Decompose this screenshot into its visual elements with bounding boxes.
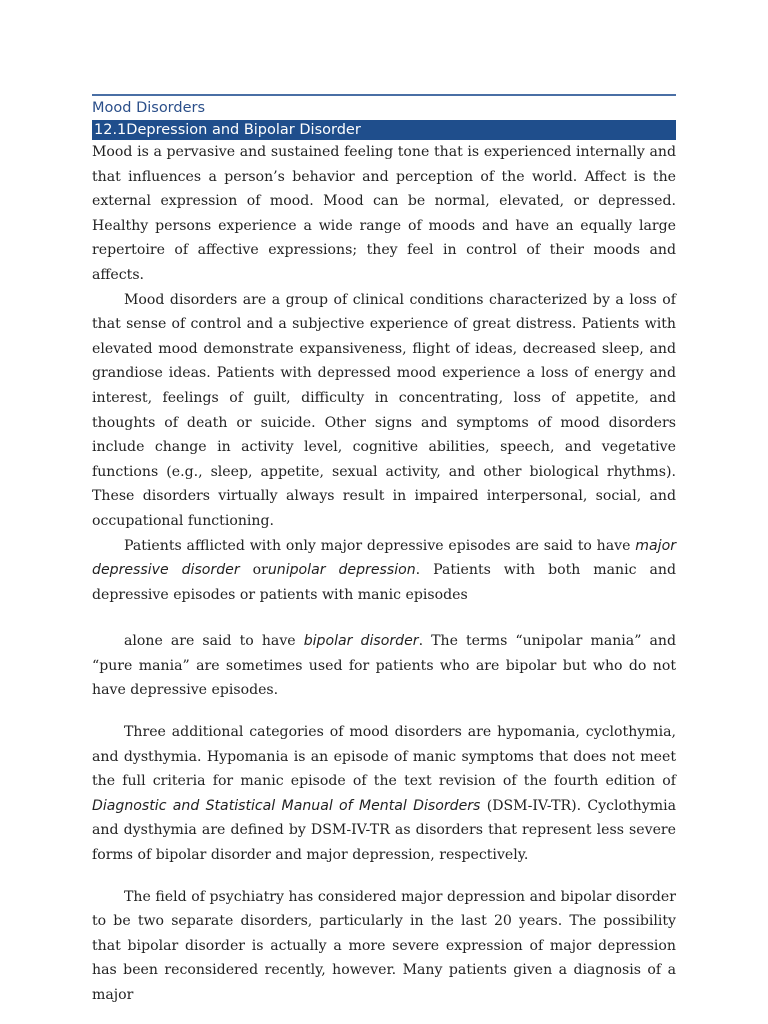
paragraph-3-text-a: Patients afflicted with only major depressive episodes are said to have bbox=[124, 537, 636, 554]
paragraph-1: Mood is a pervasive and sustained feeling tone that is experienced internally and that influences a person’s behavior and perception of the world. Affect is the external expression of mood. Mood can be normal, elevated, or depressed. Healthy persons experience a wide range of moods and have an equally large repertoire of affective expressions; they feel in control of their moods and affects. bbox=[92, 144, 676, 283]
paragraph-6: The field of psychiatry has considered major depression and bipolar disorder to be two separate disorders, particularly in the last 20 years. The possibility that bipolar disorder is actually a more severe expression of major depression has been reconsidered recently, however. Many patients given a diagnosis of a major bbox=[92, 888, 676, 1003]
paragraph-3 bbox=[92, 534, 676, 608]
paragraph-3-text-c: . Patients with both manic and depressive episodes or patients with manic episodes bbox=[92, 562, 676, 603]
term-dsm-title: Diagnostic and Statistical Manual of Mental Disorders bbox=[92, 797, 481, 814]
chapter-title: Mood Disorders bbox=[92, 100, 206, 116]
section-heading: 12.1Depression and Bipolar Disorder bbox=[92, 120, 676, 140]
paragraph-2: Mood disorders are a group of clinical conditions characterized by a loss of that sense of control and a subjective experience of great distress. Patients with elevated mood demonstrate expansiveness, flight of ideas, decreased sleep, and grandiose ideas. Patients with depressed mood experience a loss of energy and interest, feelings of guilt, difficulty in concentrating, loss of appetite, and thoughts of death or suicide. Other signs and symptoms of mood disorders include change in activity level, cognitive abilities, speech, and vegetative functions (e.g., sleep, appetite, sexual activity, and other biological rhythms). These disorders virtually always result in impaired interpersonal, social, and occupational functioning. bbox=[92, 291, 676, 529]
term-unipolar-depression: unipolar depression bbox=[267, 562, 416, 579]
paragraph-5-text-b: (DSM-IV-TR). Cyclothymia and dysthymia are defined by DSM-IV-TR as disorders that represent less severe forms of bipolar disorder and major depression, respectively. bbox=[92, 797, 676, 864]
spacer bbox=[92, 868, 676, 885]
paragraph-4 bbox=[92, 629, 676, 703]
paragraph-3-text-b: or bbox=[239, 562, 268, 579]
document-page bbox=[92, 94, 676, 1008]
paragraph-4-text-b: . The terms “unipolar mania” and “pure mania” are sometimes used for patients who are bipolar but who do not have depressive episodes. bbox=[92, 633, 676, 699]
term-bipolar-disorder: bipolar disorder bbox=[303, 633, 419, 650]
paragraph-5 bbox=[92, 720, 676, 868]
spacer bbox=[92, 703, 676, 720]
paragraph-5-text-a: Three additional categories of mood disorders are hypomania, cyclothymia, and dysthymia. Hypomania is an episode of manic symptoms that does not meet the full criteria for manic episode of the text revision of the fourth edition of bbox=[92, 724, 676, 790]
spacer bbox=[92, 607, 676, 629]
term-major-depressive-disorder: major depressive disorder bbox=[92, 537, 676, 579]
paragraph-4-text-a: alone are said to have bbox=[124, 633, 304, 650]
